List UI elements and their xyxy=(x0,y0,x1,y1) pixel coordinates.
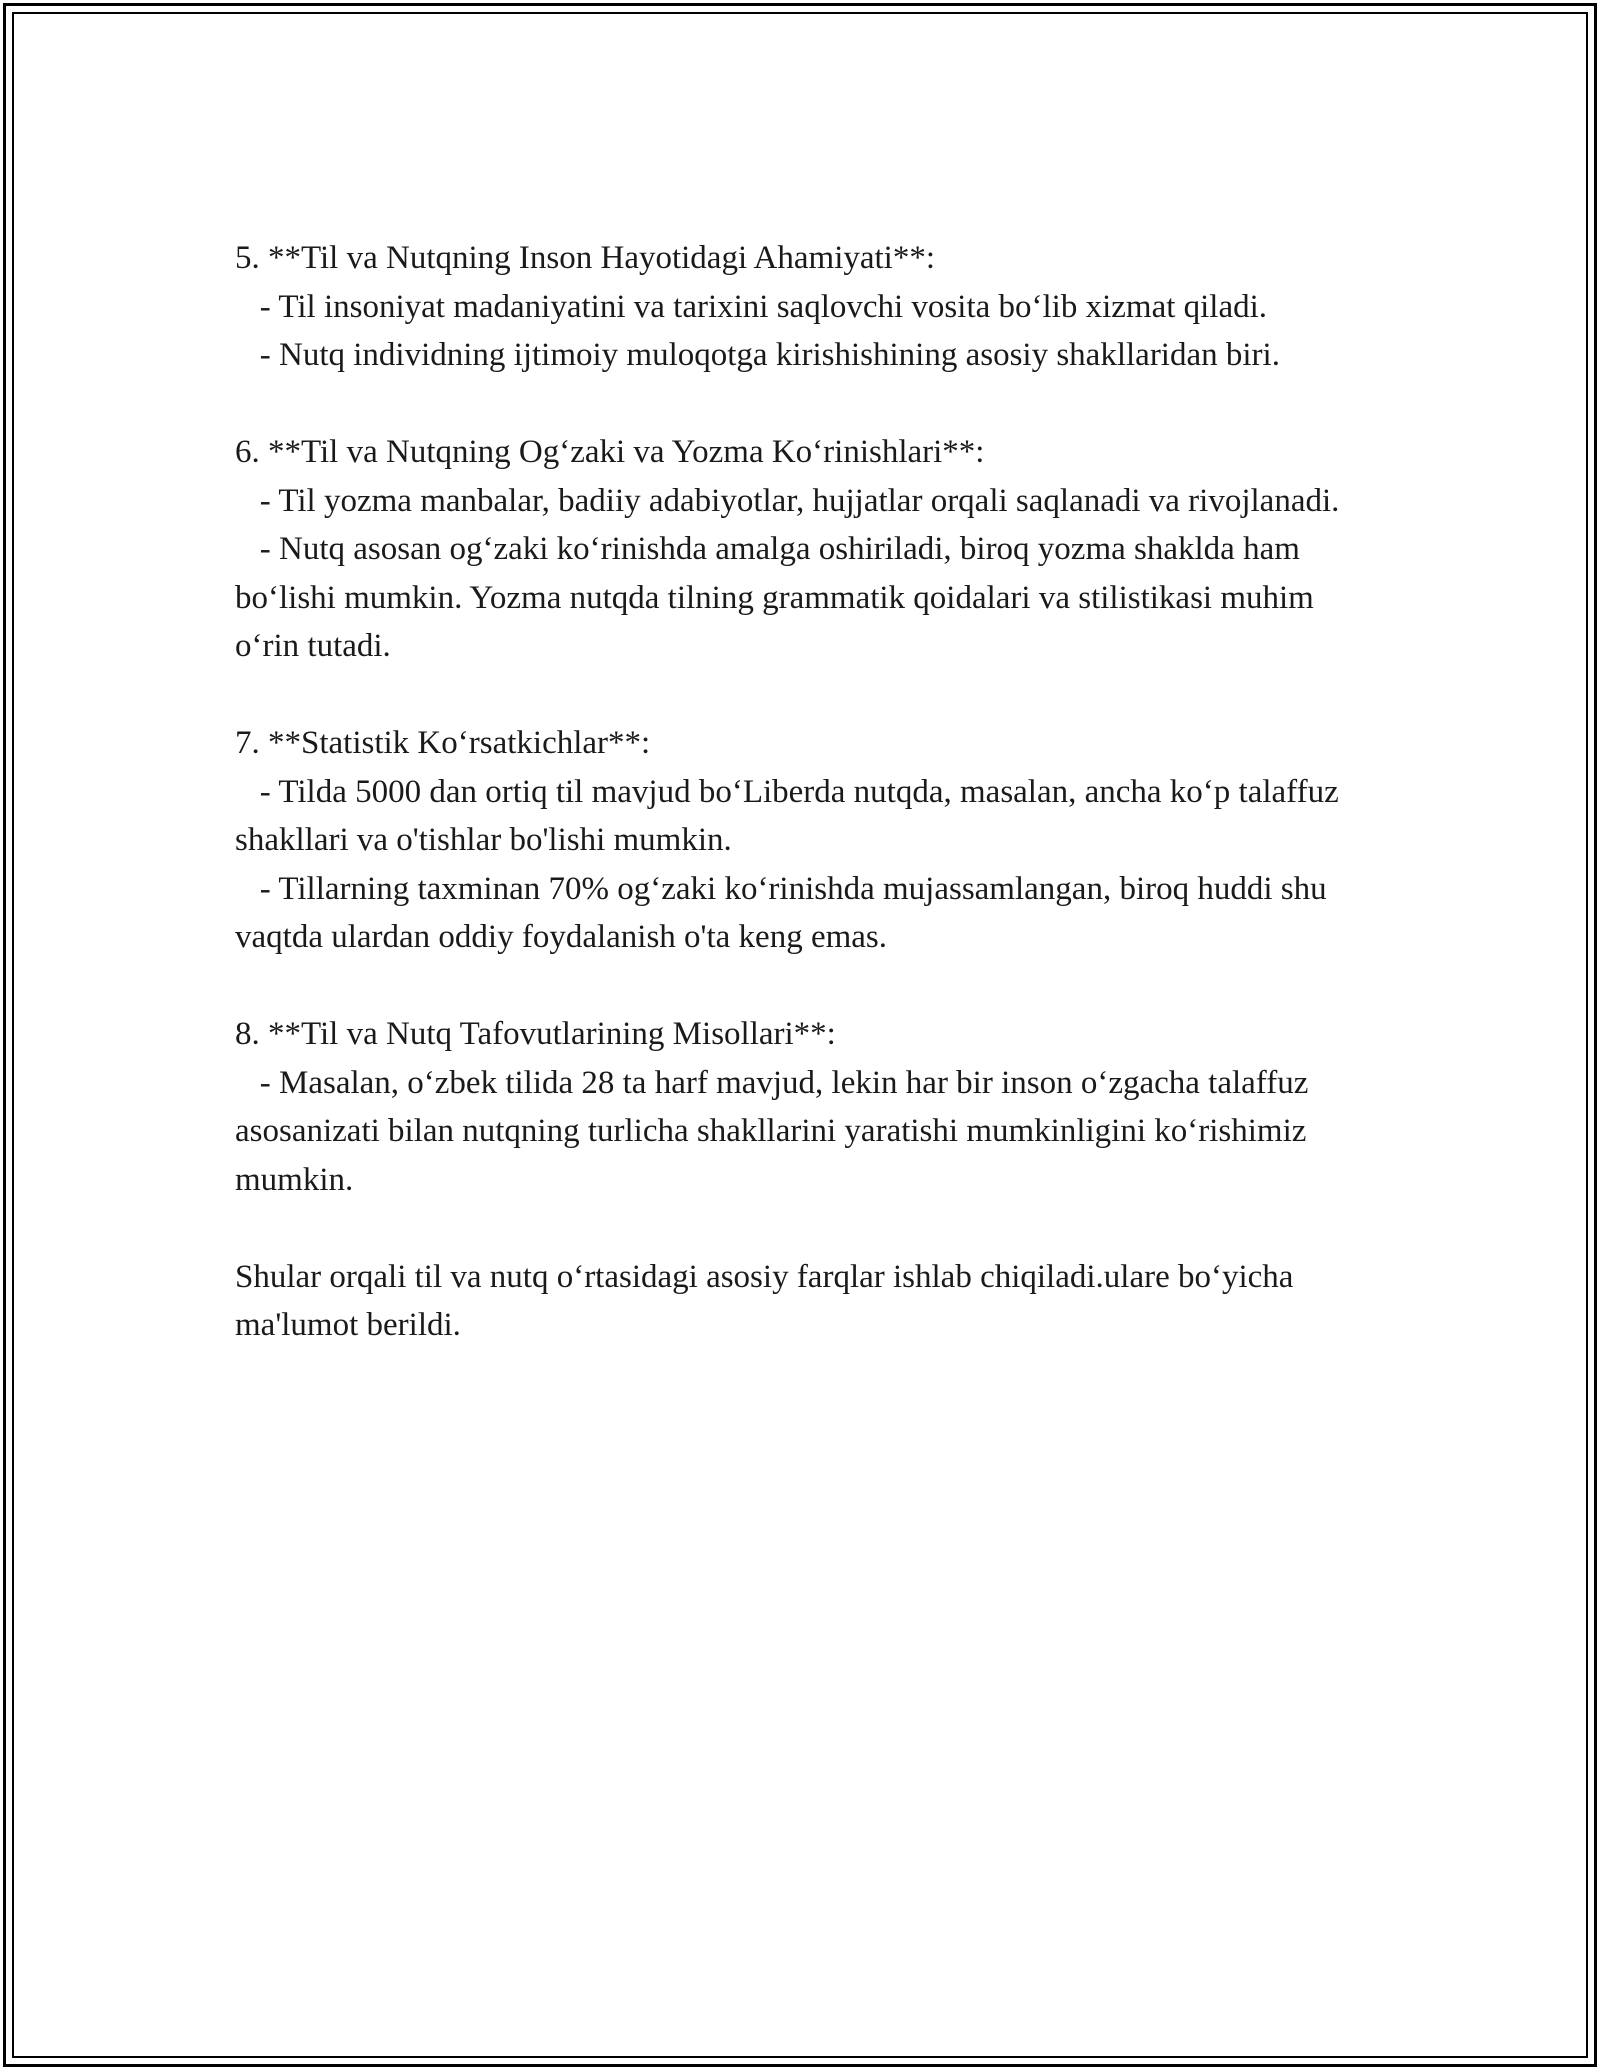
section-8 xyxy=(235,1010,1375,1204)
document-body xyxy=(235,234,1375,1350)
section-7 xyxy=(235,719,1375,962)
bullet-item: - Nutq individning ijtimoiy muloqotga kirishishining asosiy shakllaridan biri. xyxy=(235,337,1280,373)
section-heading: 5. **Til va Nutqning Inson Hayotidagi Ahamiyati**: xyxy=(235,240,936,276)
section-6 xyxy=(235,428,1375,671)
bullet-item: - Masalan, o‘zbek tilida 28 ta harf mavjud, lekin har bir inson o‘zgacha talaffuz asosanizati bilan nutqning turlicha shakllarini yaratishi mumkinligini ko‘rishimiz mumkin. xyxy=(235,1064,1317,1198)
bullet-item: - Nutq asosan og‘zaki ko‘rinishda amalga oshiriladi, biroq yozma shaklda ham bo‘lishi mumkin. Yozma nutqda tilning grammatik qoidalari va stilistikasi muhim o‘rin tutadi. xyxy=(235,531,1323,664)
bullet-item: - Til yozma manbalar, badiiy adabiyotlar, hujjatlar orqali saqlanadi va rivojlanadi. xyxy=(235,482,1340,519)
bullet-item: - Til insoniyat madaniyatini va tarixini saqlovchi vosita bo‘lib xizmat qiladi. xyxy=(235,288,1268,325)
section-heading: 8. **Til va Nutq Tafovutlarining Misollari**: xyxy=(235,1016,836,1052)
bullet-item: - Tillarning taxminan 70% og‘zaki ko‘rinishda mujassamlangan, biroq huddi shu vaqtda ulardan oddiy foydalanish o'ta keng emas. xyxy=(235,870,1335,955)
conclusion-paragraph: Shular orqali til va nutq o‘rtasidagi asosiy farqlar ishlab chiqiladi.ulare bo‘yicha ma'lumot berildi. xyxy=(235,1258,1302,1343)
section-5 xyxy=(235,234,1375,380)
section-heading: 7. **Statistik Ko‘rsatkichlar**: xyxy=(235,725,651,761)
bullet-item: - Tilda 5000 dan ortiq til mavjud bo‘Liberda nutqda, masalan, ancha ko‘p talaffuz shakllari va o'tishlar bo'lishi mumkin. xyxy=(235,773,1347,858)
section-heading: 6. **Til va Nutqning Og‘zaki va Yozma Ko‘rinishlari**: xyxy=(235,434,985,470)
